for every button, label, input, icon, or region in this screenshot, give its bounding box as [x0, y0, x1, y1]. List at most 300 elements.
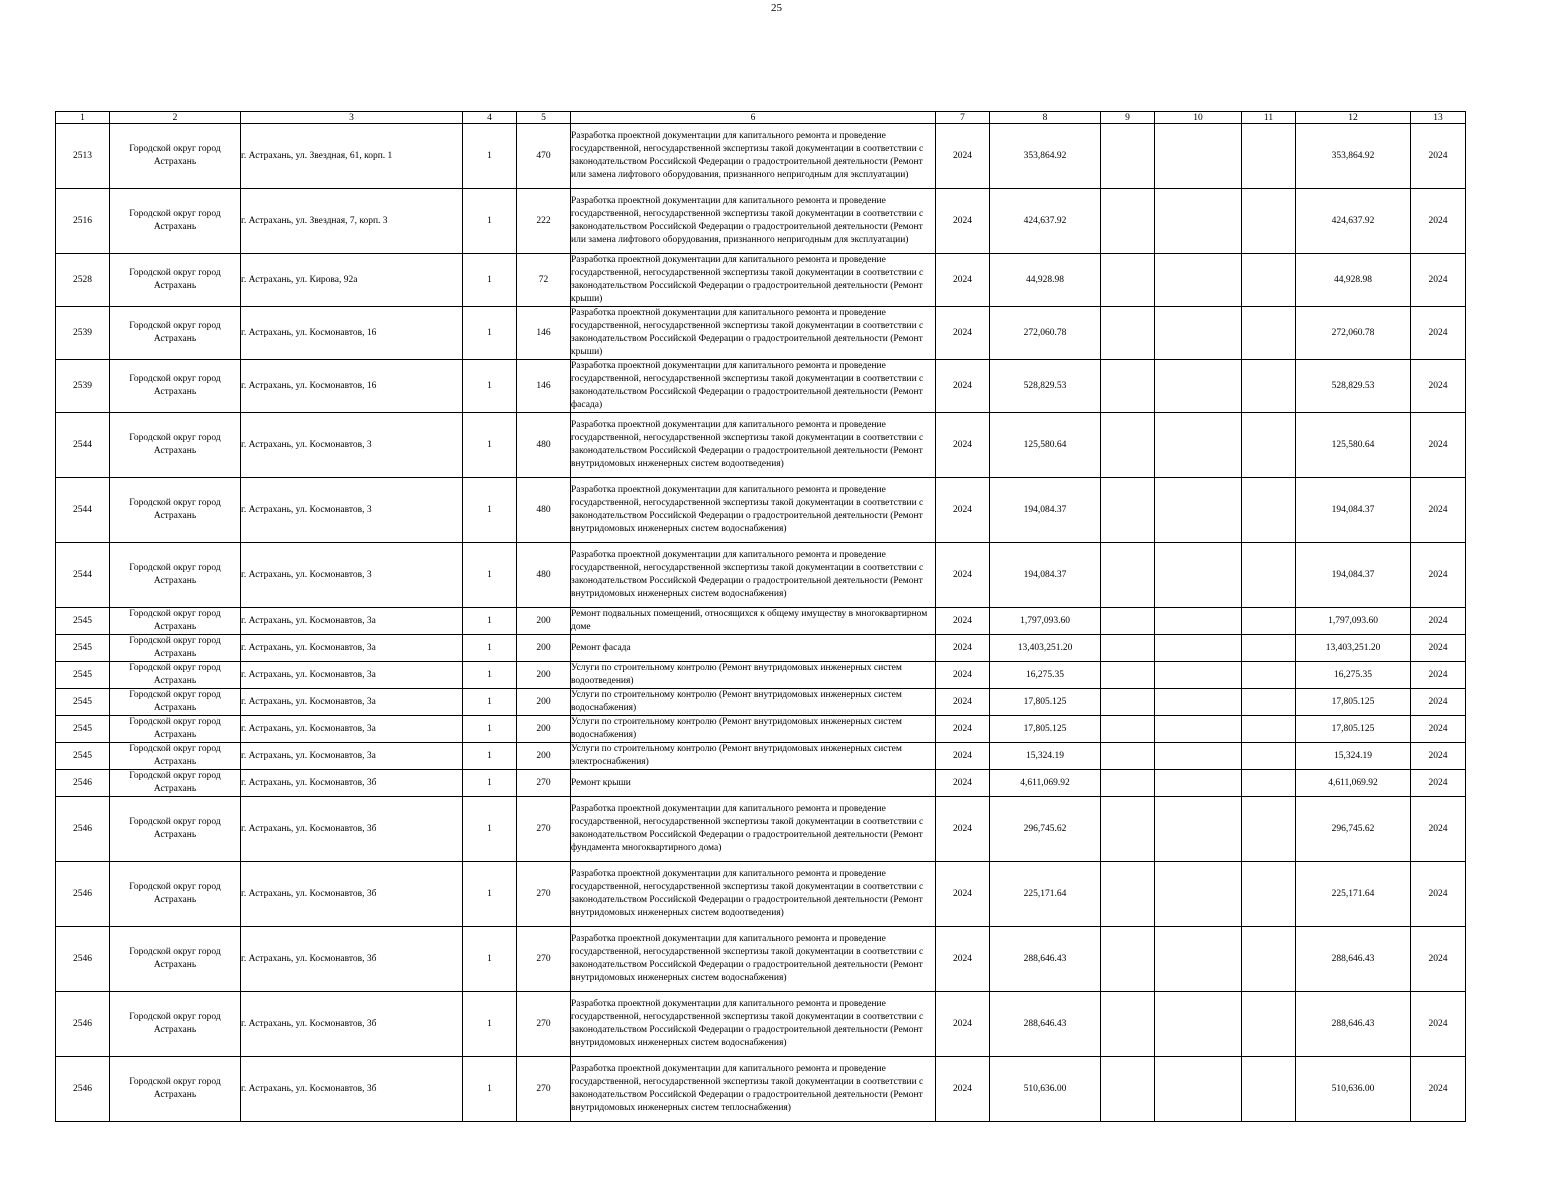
address-cell: г. Астрахань, ул. Космонавтов, 3 — [241, 413, 463, 478]
funded-cost-cell: 194,084.37 — [1296, 543, 1411, 608]
work-description-text: Разработка проектной документации для капитального ремонта и проведение государственной, негосударственной экспертизы такой документации в соответствии с законодательством Российской Федерации о градостроительной деятельности (Ремонт внутридомовых инженерных систем водоотведения) — [571, 420, 924, 469]
area-cell: 270 — [517, 1057, 571, 1122]
work-description-cell — [571, 716, 936, 743]
empty-cell-9 — [1101, 413, 1155, 478]
column-header: 8 — [990, 112, 1101, 124]
funded-cost-cell: 225,171.64 — [1296, 862, 1411, 927]
empty-cell-10 — [1155, 689, 1242, 716]
work-description-cell — [571, 862, 936, 927]
table-row — [56, 797, 1466, 862]
area-cell: 200 — [517, 635, 571, 662]
address-cell: г. Астрахань, ул. Космонавтов, 3б — [241, 797, 463, 862]
empty-cell-10 — [1155, 608, 1242, 635]
municipality-cell: Городской округ город Астрахань — [110, 608, 241, 635]
address-cell: г. Астрахань, ул. Космонавтов, 3 — [241, 478, 463, 543]
empty-cell-11 — [1242, 360, 1296, 413]
completion-year-cell: 2024 — [1411, 862, 1466, 927]
year-cell: 2024 — [936, 635, 990, 662]
empty-cell-11 — [1242, 689, 1296, 716]
empty-cell-9 — [1101, 608, 1155, 635]
area-cell: 470 — [517, 124, 571, 189]
municipality-cell: Городской округ город Астрахань — [110, 189, 241, 254]
municipality-cell: Городской округ город Астрахань — [110, 927, 241, 992]
empty-cell-11 — [1242, 862, 1296, 927]
count-cell: 1 — [463, 927, 517, 992]
column-header: 13 — [1411, 112, 1466, 124]
work-description-text: Разработка проектной документации для капитального ремонта и проведение государственной, негосударственной экспертизы такой документации в соответствии с законодательством Российской Федерации о градостроительной деятельности (Ремонт внутридомовых инженерных систем теплоснабжения) — [571, 1064, 924, 1113]
funded-cost-cell: 125,580.64 — [1296, 413, 1411, 478]
table-row — [56, 543, 1466, 608]
municipality-cell: Городской округ город Астрахань — [110, 862, 241, 927]
year-cell: 2024 — [936, 862, 990, 927]
work-description-text: Ремонт фасада — [571, 642, 631, 653]
completion-year-cell: 2024 — [1411, 635, 1466, 662]
table-row — [56, 770, 1466, 797]
count-cell: 1 — [463, 608, 517, 635]
year-cell: 2024 — [936, 927, 990, 992]
completion-year-cell: 2024 — [1411, 797, 1466, 862]
address-cell: г. Астрахань, ул. Космонавтов, 3а — [241, 743, 463, 770]
row-number-cell: 2545 — [56, 743, 110, 770]
empty-cell-10 — [1155, 797, 1242, 862]
row-number-cell: 2544 — [56, 478, 110, 543]
empty-cell-9 — [1101, 662, 1155, 689]
funded-cost-cell: 528,829.53 — [1296, 360, 1411, 413]
funded-cost-cell: 194,084.37 — [1296, 478, 1411, 543]
work-description-text: Ремонт крыши — [571, 777, 631, 788]
empty-cell-10 — [1155, 635, 1242, 662]
empty-cell-9 — [1101, 927, 1155, 992]
work-description-text: Разработка проектной документации для капитального ремонта и проведение государственной, негосударственной экспертизы такой документации в соответствии с законодательством Российской Федерации о градостроительной деятельности (Ремонт внутридомовых инженерных систем водоснабжения) — [571, 485, 924, 534]
work-description-text: Разработка проектной документации для капитального ремонта и проведение государственной, негосударственной экспертизы такой документации в соответствии с законодательством Российской Федерации о градостроительной деятельности (Ремонт крыши) — [571, 308, 924, 357]
count-cell: 1 — [463, 1057, 517, 1122]
row-number-cell: 2516 — [56, 189, 110, 254]
total-cost-cell: 194,084.37 — [990, 543, 1101, 608]
empty-cell-11 — [1242, 124, 1296, 189]
table-row — [56, 360, 1466, 413]
work-description-text: Разработка проектной документации для капитального ремонта и проведение государственной, негосударственной экспертизы такой документации в соответствии с законодательством Российской Федерации о градостроительной деятельности (Ремонт фасада) — [571, 361, 924, 410]
row-number-cell: 2546 — [56, 927, 110, 992]
work-description-cell — [571, 635, 936, 662]
column-header: 12 — [1296, 112, 1411, 124]
year-cell: 2024 — [936, 307, 990, 360]
table-row — [56, 862, 1466, 927]
count-cell: 1 — [463, 124, 517, 189]
year-cell: 2024 — [936, 189, 990, 254]
municipality-cell: Городской округ город Астрахань — [110, 543, 241, 608]
municipality-cell: Городской округ город Астрахань — [110, 124, 241, 189]
work-description-cell — [571, 927, 936, 992]
work-description-cell — [571, 307, 936, 360]
row-number-cell: 2539 — [56, 360, 110, 413]
empty-cell-10 — [1155, 770, 1242, 797]
funded-cost-cell: 1,797,093.60 — [1296, 608, 1411, 635]
table-row — [56, 189, 1466, 254]
year-cell: 2024 — [936, 543, 990, 608]
municipality-cell: Городской округ город Астрахань — [110, 662, 241, 689]
completion-year-cell: 2024 — [1411, 716, 1466, 743]
page-number: 25 — [771, 2, 782, 14]
address-cell: г. Астрахань, ул. Космонавтов, 3а — [241, 716, 463, 743]
column-header: 6 — [571, 112, 936, 124]
row-number-cell: 2513 — [56, 124, 110, 189]
empty-cell-9 — [1101, 743, 1155, 770]
empty-cell-10 — [1155, 1057, 1242, 1122]
funded-cost-cell: 16,275.35 — [1296, 662, 1411, 689]
year-cell: 2024 — [936, 743, 990, 770]
empty-cell-10 — [1155, 743, 1242, 770]
municipality-cell: Городской округ город Астрахань — [110, 1057, 241, 1122]
table-row — [56, 992, 1466, 1057]
year-cell: 2024 — [936, 689, 990, 716]
column-header: 1 — [56, 112, 110, 124]
total-cost-cell: 17,805.125 — [990, 716, 1101, 743]
address-cell: г. Астрахань, ул. Космонавтов, 16 — [241, 360, 463, 413]
area-cell: 200 — [517, 716, 571, 743]
empty-cell-10 — [1155, 307, 1242, 360]
completion-year-cell: 2024 — [1411, 360, 1466, 413]
area-cell: 270 — [517, 770, 571, 797]
empty-cell-11 — [1242, 189, 1296, 254]
address-cell: г. Астрахань, ул. Космонавтов, 3б — [241, 1057, 463, 1122]
count-cell: 1 — [463, 797, 517, 862]
municipality-cell: Городской округ город Астрахань — [110, 743, 241, 770]
address-cell: г. Астрахань, ул. Космонавтов, 3а — [241, 608, 463, 635]
table-row — [56, 927, 1466, 992]
year-cell: 2024 — [936, 124, 990, 189]
empty-cell-9 — [1101, 862, 1155, 927]
table-row — [56, 124, 1466, 189]
total-cost-cell: 424,637.92 — [990, 189, 1101, 254]
empty-cell-10 — [1155, 716, 1242, 743]
address-cell: г. Астрахань, ул. Звездная, 7, корп. 3 — [241, 189, 463, 254]
empty-cell-9 — [1101, 992, 1155, 1057]
municipality-cell: Городской округ город Астрахань — [110, 478, 241, 543]
count-cell: 1 — [463, 543, 517, 608]
total-cost-cell: 288,646.43 — [990, 992, 1101, 1057]
work-description-cell — [571, 254, 936, 307]
table-row — [56, 716, 1466, 743]
work-description-cell — [571, 1057, 936, 1122]
row-number-cell: 2545 — [56, 608, 110, 635]
area-cell: 222 — [517, 189, 571, 254]
empty-cell-11 — [1242, 478, 1296, 543]
row-number-cell: 2545 — [56, 662, 110, 689]
completion-year-cell: 2024 — [1411, 992, 1466, 1057]
empty-cell-9 — [1101, 360, 1155, 413]
work-description-cell — [571, 360, 936, 413]
area-cell: 480 — [517, 413, 571, 478]
completion-year-cell: 2024 — [1411, 543, 1466, 608]
count-cell: 1 — [463, 360, 517, 413]
municipality-cell: Городской округ город Астрахань — [110, 307, 241, 360]
count-cell: 1 — [463, 743, 517, 770]
empty-cell-9 — [1101, 307, 1155, 360]
work-description-text: Ремонт подвальных помещений, относящихся к общему имуществу в многоквартирном доме — [571, 609, 928, 632]
empty-cell-11 — [1242, 927, 1296, 992]
count-cell: 1 — [463, 662, 517, 689]
table-row — [56, 478, 1466, 543]
total-cost-cell: 272,060.78 — [990, 307, 1101, 360]
empty-cell-9 — [1101, 770, 1155, 797]
table-row — [56, 307, 1466, 360]
table-row — [56, 413, 1466, 478]
funded-cost-cell: 510,636.00 — [1296, 1057, 1411, 1122]
funded-cost-cell: 15,324.19 — [1296, 743, 1411, 770]
work-description-text: Разработка проектной документации для капитального ремонта и проведение государственной, негосударственной экспертизы такой документации в соответствии с законодательством Российской Федерации о градостроительной деятельности (Ремонт внутридомовых инженерных систем водоснабжения) — [571, 999, 924, 1048]
year-cell: 2024 — [936, 413, 990, 478]
work-description-cell — [571, 608, 936, 635]
work-description-cell — [571, 743, 936, 770]
work-description-text: Услуги по строительному контролю (Ремонт внутридомовых инженерных систем водоснабжения) — [571, 690, 902, 713]
table-row — [56, 662, 1466, 689]
address-cell: г. Астрахань, ул. Космонавтов, 3б — [241, 770, 463, 797]
count-cell: 1 — [463, 478, 517, 543]
column-header: 5 — [517, 112, 571, 124]
row-number-cell: 2545 — [56, 716, 110, 743]
completion-year-cell: 2024 — [1411, 927, 1466, 992]
count-cell: 1 — [463, 689, 517, 716]
empty-cell-10 — [1155, 543, 1242, 608]
work-description-text: Разработка проектной документации для капитального ремонта и проведение государственной, негосударственной экспертизы такой документации в соответствии с законодательством Российской Федерации о градостроительной деятельности (Ремонт внутридомовых инженерных систем водоснабжения) — [571, 550, 924, 599]
work-description-cell — [571, 413, 936, 478]
row-number-cell: 2544 — [56, 543, 110, 608]
work-description-text: Услуги по строительному контролю (Ремонт внутридомовых инженерных систем водоотведения) — [571, 663, 902, 686]
empty-cell-11 — [1242, 254, 1296, 307]
row-number-cell: 2546 — [56, 1057, 110, 1122]
work-description-cell — [571, 124, 936, 189]
year-cell: 2024 — [936, 608, 990, 635]
total-cost-cell: 1,797,093.60 — [990, 608, 1101, 635]
total-cost-cell: 15,324.19 — [990, 743, 1101, 770]
registry-table — [55, 111, 1466, 1122]
municipality-cell: Городской округ город Астрахань — [110, 992, 241, 1057]
empty-cell-9 — [1101, 543, 1155, 608]
table-row — [56, 743, 1466, 770]
empty-cell-9 — [1101, 254, 1155, 307]
work-description-text: Услуги по строительному контролю (Ремонт внутридомовых инженерных систем электроснабжения) — [571, 744, 902, 767]
completion-year-cell: 2024 — [1411, 743, 1466, 770]
empty-cell-10 — [1155, 413, 1242, 478]
work-description-text: Услуги по строительному контролю (Ремонт внутридомовых инженерных систем водоснабжения) — [571, 717, 902, 740]
funded-cost-cell: 17,805.125 — [1296, 716, 1411, 743]
total-cost-cell: 125,580.64 — [990, 413, 1101, 478]
count-cell: 1 — [463, 254, 517, 307]
municipality-cell: Городской округ город Астрахань — [110, 254, 241, 307]
empty-cell-9 — [1101, 124, 1155, 189]
count-cell: 1 — [463, 716, 517, 743]
completion-year-cell: 2024 — [1411, 689, 1466, 716]
work-description-cell — [571, 662, 936, 689]
column-header: 2 — [110, 112, 241, 124]
table-row — [56, 635, 1466, 662]
total-cost-cell: 296,745.62 — [990, 797, 1101, 862]
empty-cell-9 — [1101, 689, 1155, 716]
funded-cost-cell: 288,646.43 — [1296, 992, 1411, 1057]
municipality-cell: Городской округ город Астрахань — [110, 716, 241, 743]
row-number-cell: 2544 — [56, 413, 110, 478]
funded-cost-cell: 4,611,069.92 — [1296, 770, 1411, 797]
table-row — [56, 1057, 1466, 1122]
total-cost-cell: 194,084.37 — [990, 478, 1101, 543]
empty-cell-10 — [1155, 124, 1242, 189]
column-header: 11 — [1242, 112, 1296, 124]
count-cell: 1 — [463, 992, 517, 1057]
total-cost-cell: 353,864.92 — [990, 124, 1101, 189]
completion-year-cell: 2024 — [1411, 124, 1466, 189]
count-cell: 1 — [463, 189, 517, 254]
empty-cell-9 — [1101, 189, 1155, 254]
empty-cell-9 — [1101, 478, 1155, 543]
work-description-text: Разработка проектной документации для капитального ремонта и проведение государственной, негосударственной экспертизы такой документации в соответствии с законодательством Российской Федерации о градостроительной деятельности (Ремонт или замена лифтового оборудования, признанного непригодным для эксплуатации) — [571, 196, 924, 245]
address-cell: г. Астрахань, ул. Космонавтов, 16 — [241, 307, 463, 360]
area-cell: 146 — [517, 307, 571, 360]
completion-year-cell: 2024 — [1411, 1057, 1466, 1122]
area-cell: 480 — [517, 478, 571, 543]
area-cell: 200 — [517, 608, 571, 635]
column-header-row — [56, 112, 1466, 124]
count-cell: 1 — [463, 862, 517, 927]
row-number-cell: 2545 — [56, 635, 110, 662]
column-header: 10 — [1155, 112, 1242, 124]
empty-cell-10 — [1155, 862, 1242, 927]
total-cost-cell: 13,403,251.20 — [990, 635, 1101, 662]
empty-cell-10 — [1155, 189, 1242, 254]
work-description-cell — [571, 992, 936, 1057]
row-number-cell: 2528 — [56, 254, 110, 307]
empty-cell-11 — [1242, 543, 1296, 608]
year-cell: 2024 — [936, 1057, 990, 1122]
empty-cell-11 — [1242, 992, 1296, 1057]
funded-cost-cell: 44,928.98 — [1296, 254, 1411, 307]
area-cell: 72 — [517, 254, 571, 307]
municipality-cell: Городской округ город Астрахань — [110, 689, 241, 716]
year-cell: 2024 — [936, 770, 990, 797]
municipality-cell: Городской округ город Астрахань — [110, 770, 241, 797]
column-header: 7 — [936, 112, 990, 124]
row-number-cell: 2546 — [56, 992, 110, 1057]
address-cell: г. Астрахань, ул. Кирова, 92а — [241, 254, 463, 307]
funded-cost-cell: 353,864.92 — [1296, 124, 1411, 189]
column-header: 4 — [463, 112, 517, 124]
year-cell: 2024 — [936, 797, 990, 862]
completion-year-cell: 2024 — [1411, 478, 1466, 543]
address-cell: г. Астрахань, ул. Космонавтов, 3 — [241, 543, 463, 608]
table-row — [56, 608, 1466, 635]
empty-cell-9 — [1101, 716, 1155, 743]
work-description-text: Разработка проектной документации для капитального ремонта и проведение государственной, негосударственной экспертизы такой документации в соответствии с законодательством Российской Федерации о градостроительной деятельности (Ремонт внутридомовых инженерных систем водоотведения) — [571, 869, 924, 918]
address-cell: г. Астрахань, ул. Космонавтов, 3а — [241, 662, 463, 689]
empty-cell-9 — [1101, 1057, 1155, 1122]
table-row — [56, 254, 1466, 307]
funded-cost-cell: 296,745.62 — [1296, 797, 1411, 862]
empty-cell-10 — [1155, 478, 1242, 543]
work-description-cell — [571, 543, 936, 608]
year-cell: 2024 — [936, 360, 990, 413]
count-cell: 1 — [463, 307, 517, 360]
empty-cell-9 — [1101, 635, 1155, 662]
empty-cell-11 — [1242, 608, 1296, 635]
count-cell: 1 — [463, 413, 517, 478]
area-cell: 270 — [517, 927, 571, 992]
completion-year-cell: 2024 — [1411, 608, 1466, 635]
funded-cost-cell: 288,646.43 — [1296, 927, 1411, 992]
address-cell: г. Астрахань, ул. Космонавтов, 3б — [241, 992, 463, 1057]
total-cost-cell: 225,171.64 — [990, 862, 1101, 927]
work-description-cell — [571, 689, 936, 716]
total-cost-cell: 4,611,069.92 — [990, 770, 1101, 797]
completion-year-cell: 2024 — [1411, 189, 1466, 254]
column-header: 9 — [1101, 112, 1155, 124]
municipality-cell: Городской округ город Астрахань — [110, 413, 241, 478]
empty-cell-11 — [1242, 770, 1296, 797]
completion-year-cell: 2024 — [1411, 307, 1466, 360]
row-number-cell: 2546 — [56, 797, 110, 862]
address-cell: г. Астрахань, ул. Космонавтов, 3б — [241, 927, 463, 992]
funded-cost-cell: 424,637.92 — [1296, 189, 1411, 254]
total-cost-cell: 510,636.00 — [990, 1057, 1101, 1122]
empty-cell-11 — [1242, 413, 1296, 478]
area-cell: 200 — [517, 743, 571, 770]
table-row — [56, 689, 1466, 716]
work-description-cell — [571, 770, 936, 797]
row-number-cell: 2546 — [56, 862, 110, 927]
area-cell: 270 — [517, 797, 571, 862]
row-number-cell: 2539 — [56, 307, 110, 360]
municipality-cell: Городской округ город Астрахань — [110, 797, 241, 862]
address-cell: г. Астрахань, ул. Космонавтов, 3а — [241, 635, 463, 662]
work-description-text: Разработка проектной документации для капитального ремонта и проведение государственной, негосударственной экспертизы такой документации в соответствии с законодательством Российской Федерации о градостроительной деятельности (Ремонт или замена лифтового оборудования, признанного непригодным для эксплуатации) — [571, 131, 924, 180]
total-cost-cell: 528,829.53 — [990, 360, 1101, 413]
address-cell: г. Астрахань, ул. Звездная, 61, корп. 1 — [241, 124, 463, 189]
area-cell: 480 — [517, 543, 571, 608]
row-number-cell: 2545 — [56, 689, 110, 716]
empty-cell-11 — [1242, 635, 1296, 662]
completion-year-cell: 2024 — [1411, 662, 1466, 689]
empty-cell-11 — [1242, 662, 1296, 689]
year-cell: 2024 — [936, 716, 990, 743]
empty-cell-10 — [1155, 992, 1242, 1057]
work-description-text: Разработка проектной документации для капитального ремонта и проведение государственной, негосударственной экспертизы такой документации в соответствии с законодательством Российской Федерации о градостроительной деятельности (Ремонт крыши) — [571, 255, 924, 304]
empty-cell-10 — [1155, 662, 1242, 689]
municipality-cell: Городской округ город Астрахань — [110, 360, 241, 413]
row-number-cell: 2546 — [56, 770, 110, 797]
empty-cell-10 — [1155, 927, 1242, 992]
area-cell: 200 — [517, 689, 571, 716]
total-cost-cell: 16,275.35 — [990, 662, 1101, 689]
work-description-text: Разработка проектной документации для капитального ремонта и проведение государственной, негосударственной экспертизы такой документации в соответствии с законодательством Российской Федерации о градостроительной деятельности (Ремонт внутридомовых инженерных систем водоснабжения) — [571, 934, 924, 983]
work-description-cell — [571, 797, 936, 862]
empty-cell-11 — [1242, 716, 1296, 743]
municipality-cell: Городской округ город Астрахань — [110, 635, 241, 662]
work-description-text: Разработка проектной документации для капитального ремонта и проведение государственной, негосударственной экспертизы такой документации в соответствии с законодательством Российской Федерации о градостроительной деятельности (Ремонт фундамента многоквартирного дома) — [571, 804, 924, 853]
empty-cell-11 — [1242, 307, 1296, 360]
column-header: 3 — [241, 112, 463, 124]
work-description-cell — [571, 478, 936, 543]
empty-cell-11 — [1242, 1057, 1296, 1122]
year-cell: 2024 — [936, 662, 990, 689]
year-cell: 2024 — [936, 254, 990, 307]
completion-year-cell: 2024 — [1411, 413, 1466, 478]
area-cell: 146 — [517, 360, 571, 413]
total-cost-cell: 17,805.125 — [990, 689, 1101, 716]
year-cell: 2024 — [936, 478, 990, 543]
year-cell: 2024 — [936, 992, 990, 1057]
empty-cell-11 — [1242, 797, 1296, 862]
empty-cell-9 — [1101, 797, 1155, 862]
funded-cost-cell: 17,805.125 — [1296, 689, 1411, 716]
total-cost-cell: 288,646.43 — [990, 927, 1101, 992]
